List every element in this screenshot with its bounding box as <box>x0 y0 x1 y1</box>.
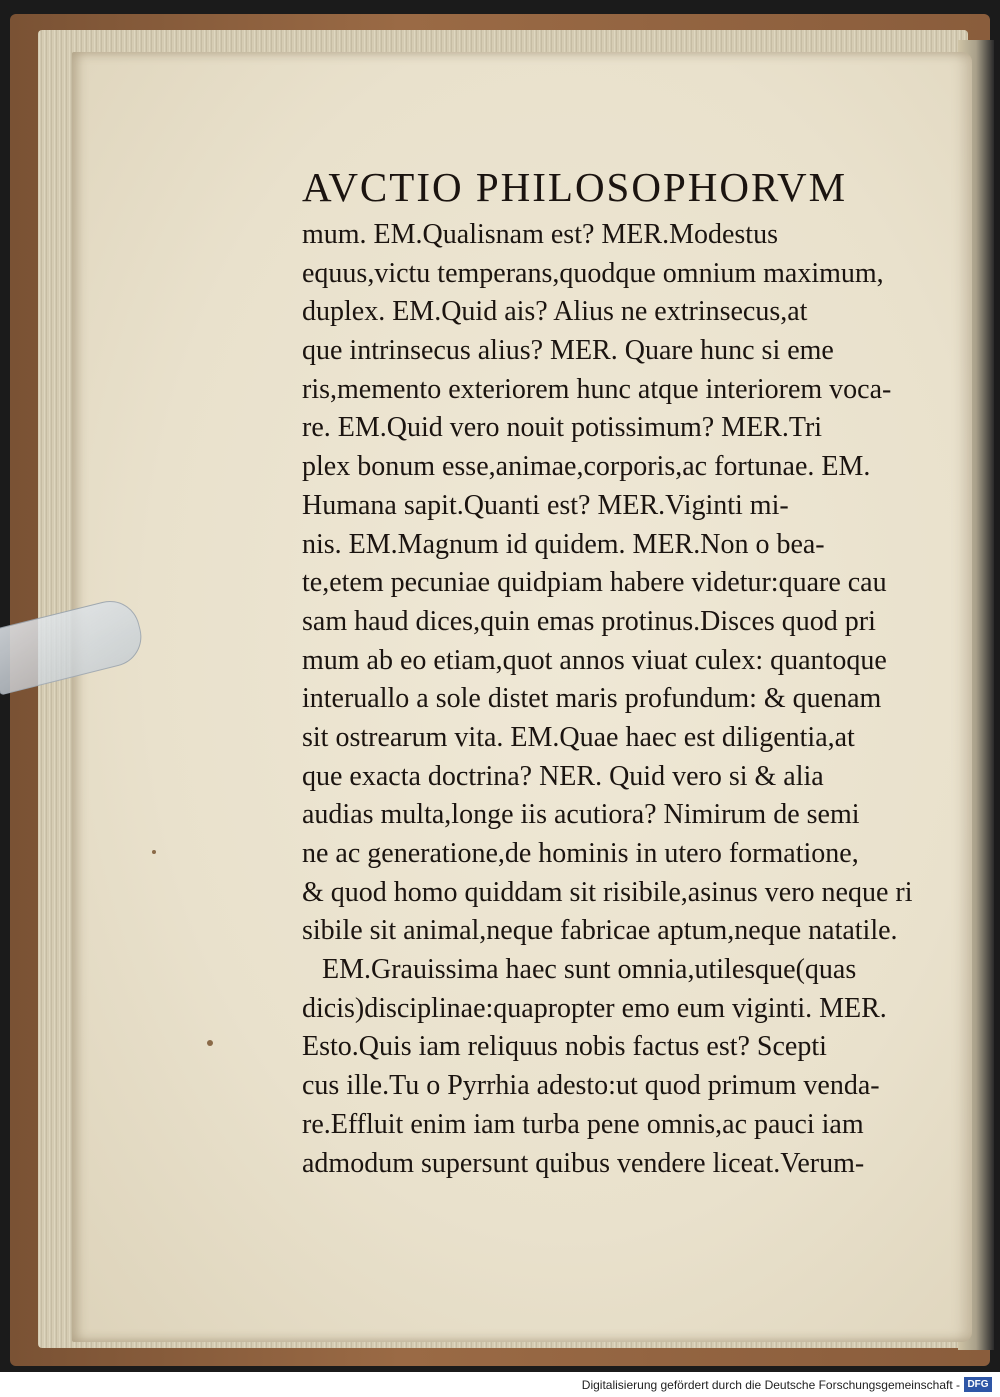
funding-notice: Digitalisierung gefördert durch die Deutsche Forschungsgemeinschaft - <box>581 1378 960 1392</box>
footer-bar <box>0 1374 1000 1397</box>
text-line: re. EM.Quid vero nouit potissimum? MER.Tri <box>302 412 823 444</box>
text-line: ris,memento exteriorem hunc atque interiorem voca- <box>302 373 892 405</box>
text-line: Esto.Quis iam reliquus nobis factus est? Scepti <box>302 1031 827 1063</box>
text-line: que intrinsecus alius? MER. Quare hunc si eme <box>302 335 834 367</box>
text-line: cus ille.Tu o Pyrrhia adesto:ut quod primum venda- <box>302 1070 880 1102</box>
text-block <box>302 216 912 1183</box>
running-title: AVCTIO PHILOSOPHORVM <box>302 164 848 210</box>
text-line: ne ac generatione,de hominis in utero formatione, <box>302 838 859 869</box>
text-line: re.Effluit enim iam turba pene omnis,ac pauci iam <box>302 1108 864 1140</box>
text-line: & quod homo quiddam sit risibile,asinus vero neque ri <box>302 876 913 908</box>
text-line: sam haud dices,quin emas protinus.Disces quod pri <box>302 605 876 637</box>
text-line: te,etem pecuniae quidpiam habere videtur:quare cau <box>302 567 887 599</box>
text-line: EM.Grauissima haec sunt omnia,utilesque(quas <box>322 954 857 986</box>
text-line: Humana sapit.Quanti est? MER.Viginti mi- <box>302 489 789 521</box>
text-line: dicis)disciplinae:quapropter emo eum viginti. MER. <box>302 992 887 1024</box>
text-line: sit ostrearum vita. EM.Quae haec est diligentia,at <box>302 721 855 753</box>
text-line: audias multa,longe iis acutiora? Nimirum de semi <box>302 799 860 831</box>
text-line: mum. EM.Qualisnam est? MER.Modestus <box>302 219 778 250</box>
text-line: nis. EM.Magnum id quidem. MER.Non o bea- <box>302 528 825 560</box>
text-line: que exacta doctrina? NER. Quid vero si & alia <box>302 760 824 792</box>
text-line: plex bonum esse,animae,corporis,ac fortunae. EM. <box>302 451 871 483</box>
text-line: sibile sit animal,neque fabricae aptum,neque natatile. <box>302 915 898 947</box>
dfg-logo: DFG <box>964 1377 992 1392</box>
text-line: duplex. EM.Quid ais? Alius ne extrinsecus,at <box>302 296 808 328</box>
text-line: admodum supersunt quibus vendere liceat.Verum- <box>302 1147 865 1179</box>
foxing-spot <box>152 850 156 854</box>
text-line: mum ab eo etiam,quot annos viuat culex: quantoque <box>302 644 887 676</box>
text-line: interuallo a sole distet maris profundum: & quenam <box>302 683 882 715</box>
foxing-spot <box>207 1040 213 1046</box>
text-line: equus,victu temperans,quodque omnium maximum, <box>302 257 884 289</box>
